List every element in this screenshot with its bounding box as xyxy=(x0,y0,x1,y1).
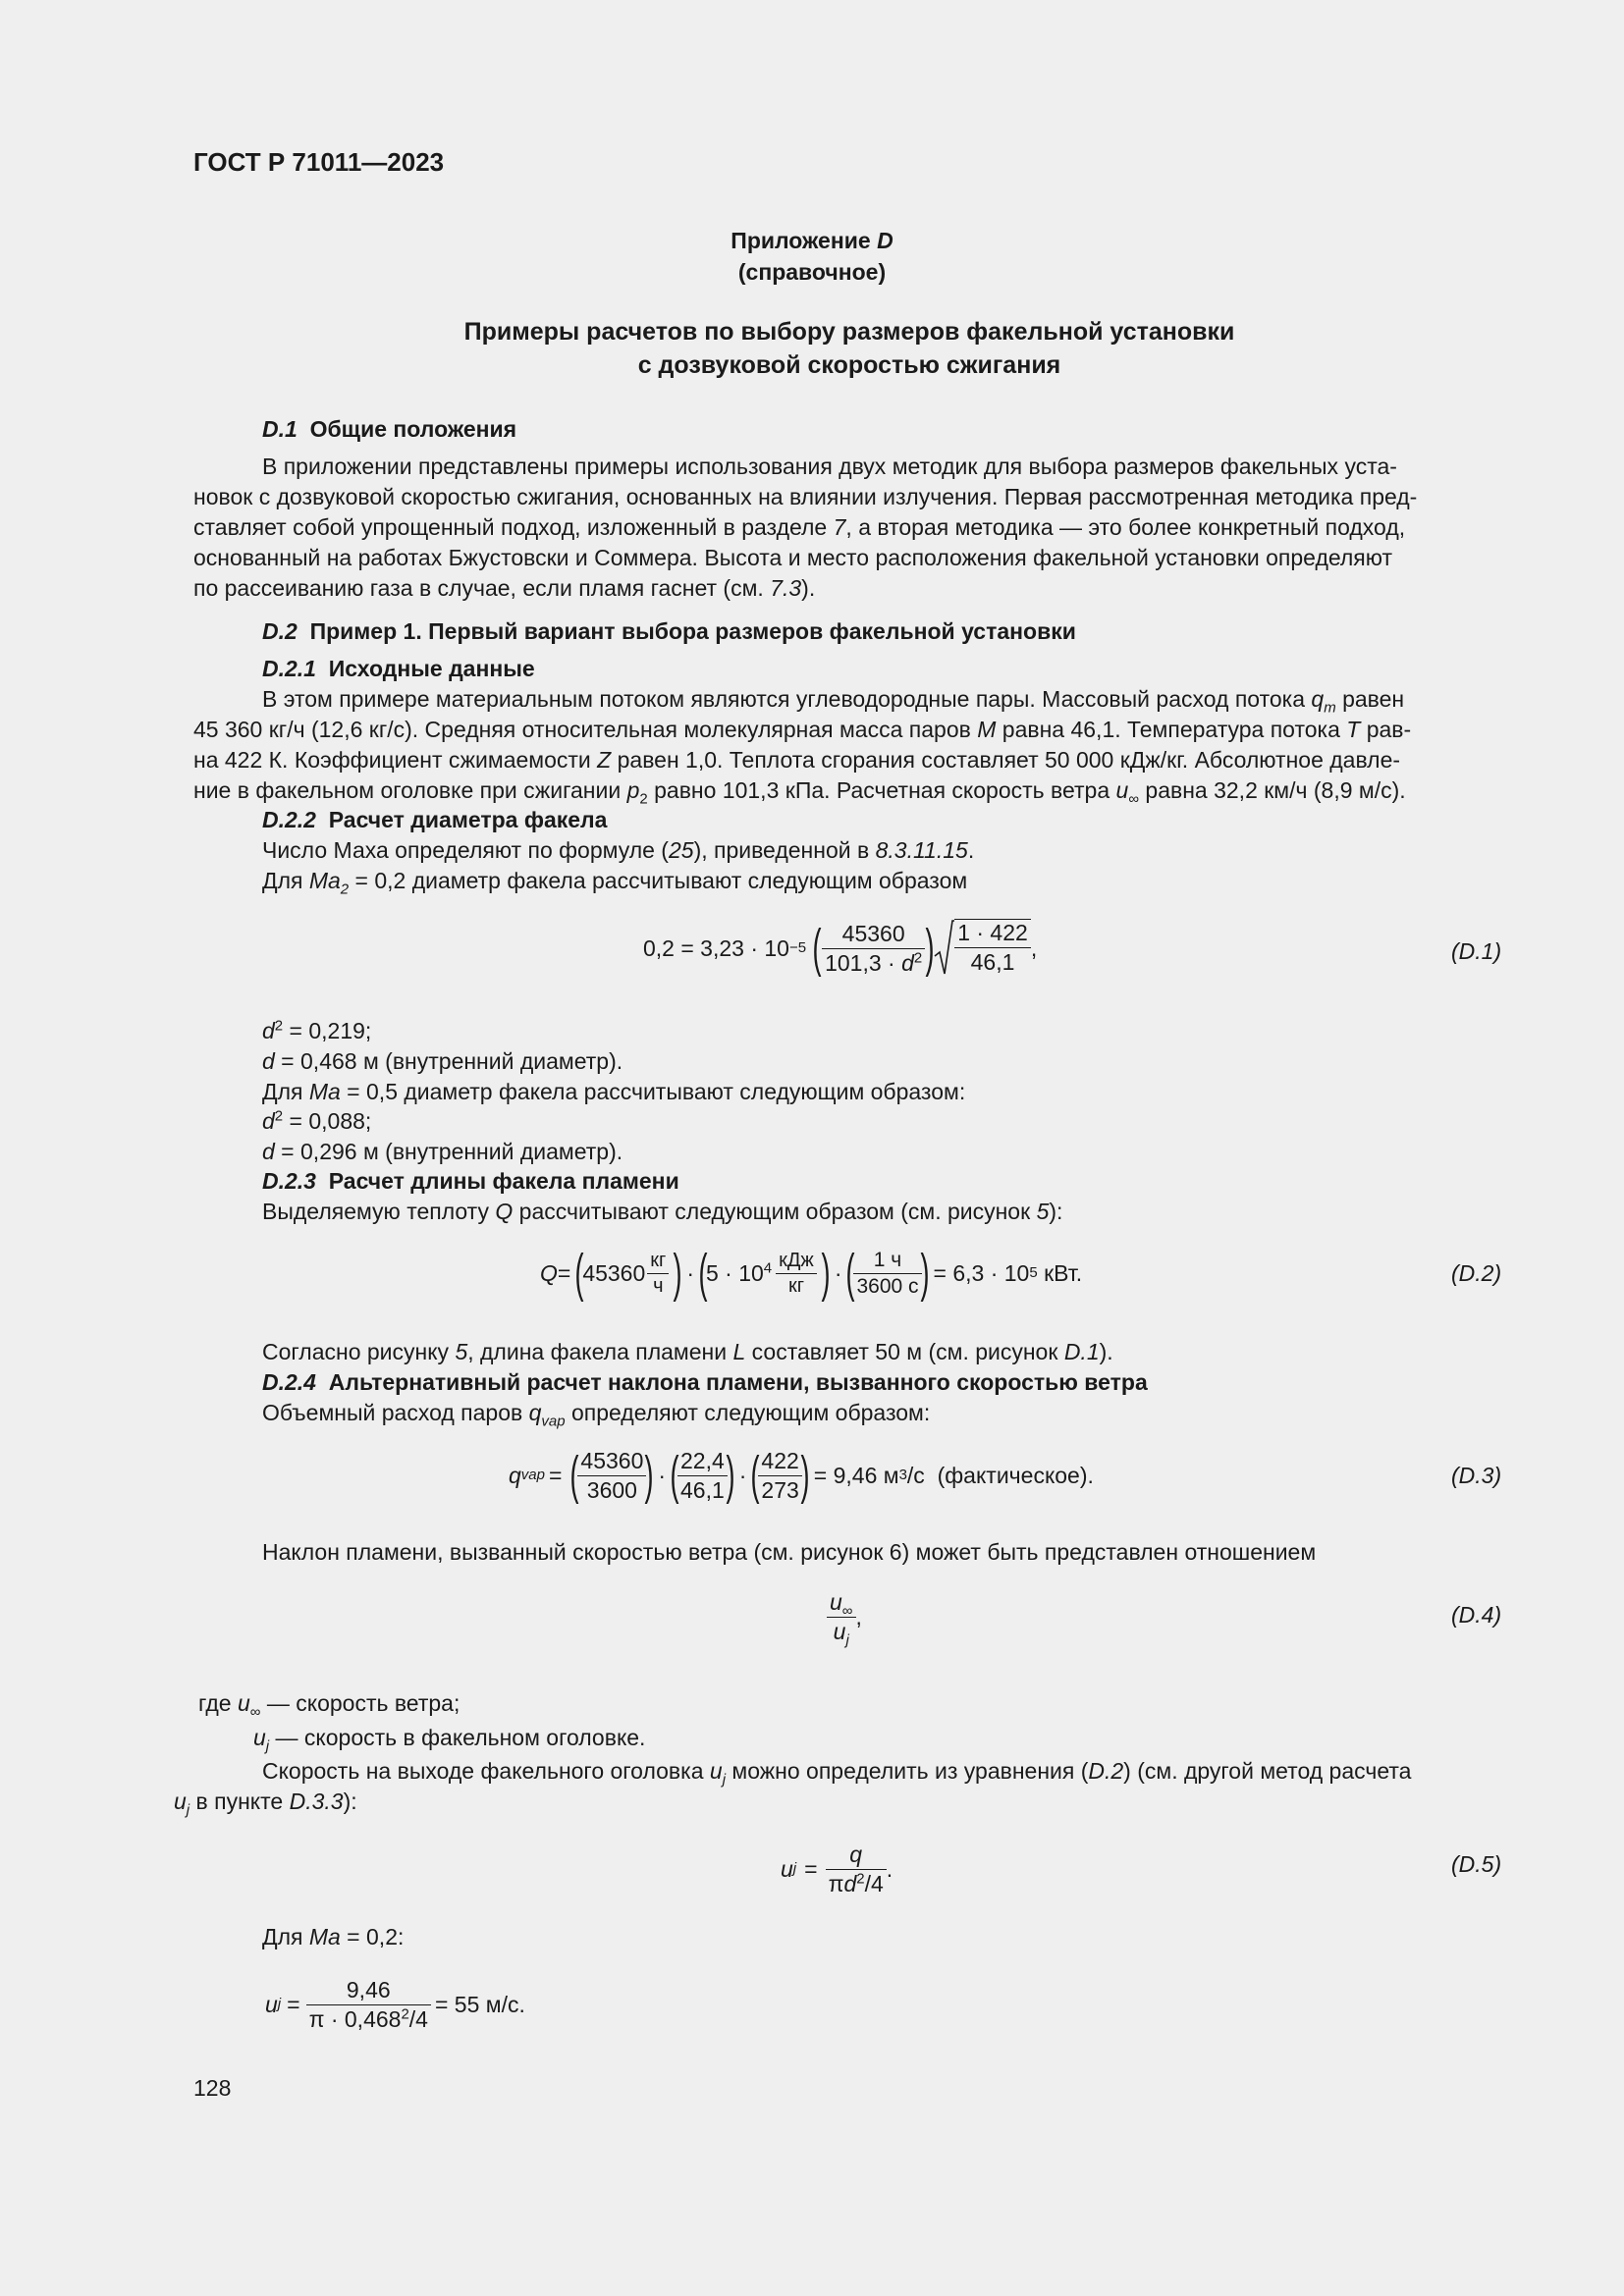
appendix-kind: (справочное) xyxy=(737,259,887,285)
equation-d3-number: (D.3) xyxy=(1451,1463,1502,1488)
d23-line-1: Выделяемую теплоту Q рассчитывают следующим образом (см. рисунок 5): xyxy=(262,1199,1063,1224)
section-d22-heading: D.2.2 Расчет диаметра факела xyxy=(262,807,608,832)
d22-result-3: Для Ma = 0,5 диаметр факела рассчитывают следующим образом: xyxy=(262,1079,966,1104)
d1-line-1: В приложении представлены примеры использования двух методик для выбора размеров факельных уста- xyxy=(262,454,1397,479)
d22-result-5: d = 0,296 м (внутренний диаметр). xyxy=(262,1139,623,1164)
section-d2-heading: D.2 Пример 1. Первый вариант выбора размеров факельной установки xyxy=(262,618,1076,644)
section-d24-heading: D.2.4 Альтернативный расчет наклона пламени, вызванного скоростью ветра xyxy=(262,1369,1148,1395)
equation-d2: Q = ( 45360 $\frac{кг}{ч}$ ) · ( $5 \cdot 10^4$ $\frac{\text{кДж}}{кг}$ ) · ( $\frac{1 ч}{3600 с}$ ) = 6,3 · 10 5 кВт. xyxy=(540,1244,1083,1303)
page-number: 128 xyxy=(193,2075,232,2101)
d22-line-2: Для $Ma_2 = 0,2$ диаметр факела рассчитывают следующим образом xyxy=(262,868,968,898)
equation-d1: 0,2 = 3,23 · 10 −5 ( $\frac{45360}{101,3 \cdot d^2}$ ) $\frac{1 \cdot 422}{46,1}$ , xyxy=(643,919,1038,978)
appendix-title-line1: Примеры расчетов по выбору размеров факельной установки xyxy=(463,318,1235,346)
d23-line-2: Согласно рисунку 5, длина факела пламени L составляет 50 м (см. рисунок D.1). xyxy=(262,1339,1113,1364)
equation-d1-number: (D.1) xyxy=(1451,938,1502,964)
section-d1-heading: D.1 Общие положения xyxy=(262,416,517,442)
equation-uj-result: u j = $\frac{9,46}{\pi \cdot 0,468^2/4}$ = 55 м/с. xyxy=(265,1976,525,2032)
d1-line-3: ставляет собой упрощенный подход, изложенный в разделе 7, а вторая методика — это более конкретный подход, xyxy=(193,514,1406,540)
d22-result-2: d = 0,468 м (внутренний диаметр). xyxy=(262,1048,623,1074)
section-d21-heading: D.2.1 Исходные данные xyxy=(262,656,535,681)
d21-line-3: на 422 К. Коэффициент сжимаемости Z равен 1,0. Теплота сгорания составляет 50 000 кДж/кг. Абсолютное давле- xyxy=(193,747,1401,773)
equation-d5-number: (D.5) xyxy=(1451,1851,1502,1877)
equation-d5: u j = $\frac{q}{\pi d^2/4}$ . xyxy=(781,1841,893,1896)
where-line-2: $u_j$ — скорость в факельном оголовке. xyxy=(253,1725,646,1755)
section-d23-heading: D.2.3 Расчет длины факела пламени xyxy=(262,1168,679,1194)
document-id: ГОСТ Р 71011—2023 xyxy=(193,147,445,177)
equation-d4: $\frac{u_\infty}{u_j}$ , xyxy=(827,1582,862,1651)
d21-line-4: ние в факельном оголовке при сжигании $p_2$ равно 101,3 кПа. Расчетная скорость ветра $u_\infty$ равна 32,2 км/ч (8,9 м/с). xyxy=(193,777,1406,808)
d1-line-5: по рассеиванию газа в случае, если пламя гаснет (см. 7.3). xyxy=(193,575,816,601)
equation-d2-number: (D.2) xyxy=(1451,1260,1502,1286)
appendix-title-line2: с дозвуковой скоростью сжигания xyxy=(637,351,1061,379)
d22-line-1: Число Маха определяют по формуле (25), приведенной в 8.3.11.15. xyxy=(262,837,975,863)
where-line-1: где $u_\infty$ — скорость ветра; xyxy=(198,1690,460,1721)
d22-result-4: $d^2 = 0,088$; xyxy=(262,1107,372,1134)
d1-line-4: основанный на работах Бжустовски и Соммера. Высота и место расположения факельной установки определяют xyxy=(193,545,1393,570)
d21-line-1: В этом примере материальным потоком являются углеводородные пары. Массовый расход потока $q_m$ равен xyxy=(262,686,1405,717)
d1-line-2: новок с дозвуковой скоростью сжигания, основанных на влиянии излучения. Первая рассмотренная методика пред- xyxy=(193,484,1418,509)
appendix-label: Приложение D xyxy=(731,228,893,253)
d24-line-4: $u_j$ в пункте D.3.3): xyxy=(174,1789,357,1819)
d21-line-2: 45 360 кг/ч (12,6 кг/с). Средняя относительная молекулярная масса паров M равна 46,1. Температура потока T рав- xyxy=(193,717,1412,742)
equation-d3: q vap = ( $\frac{45360}{3600}$ ) · ( $\frac{22,4}{46,1}$ ) · ( $\frac{422}{273}$ ) = 9,46 м 3 /с (фактическое). xyxy=(509,1446,1094,1505)
d24-line-1: Объемный расход паров $q_{vap}$ определяют следующим образом: xyxy=(262,1400,931,1430)
equation-d4-number: (D.4) xyxy=(1451,1602,1502,1628)
d22-result-1: $d^2 = 0,219$; xyxy=(262,1017,372,1043)
d24-line-3: Скорость на выходе факельного оголовка $u_j$ можно определить из уравнения (D.2) (см. другой метод расчета xyxy=(262,1758,1412,1789)
d24-line-5: Для Ma = 0,2: xyxy=(262,1924,405,1949)
d24-line-2: Наклон пламени, вызванный скоростью ветра (см. рисунок 6) может быть представлен отношением xyxy=(262,1539,1317,1565)
